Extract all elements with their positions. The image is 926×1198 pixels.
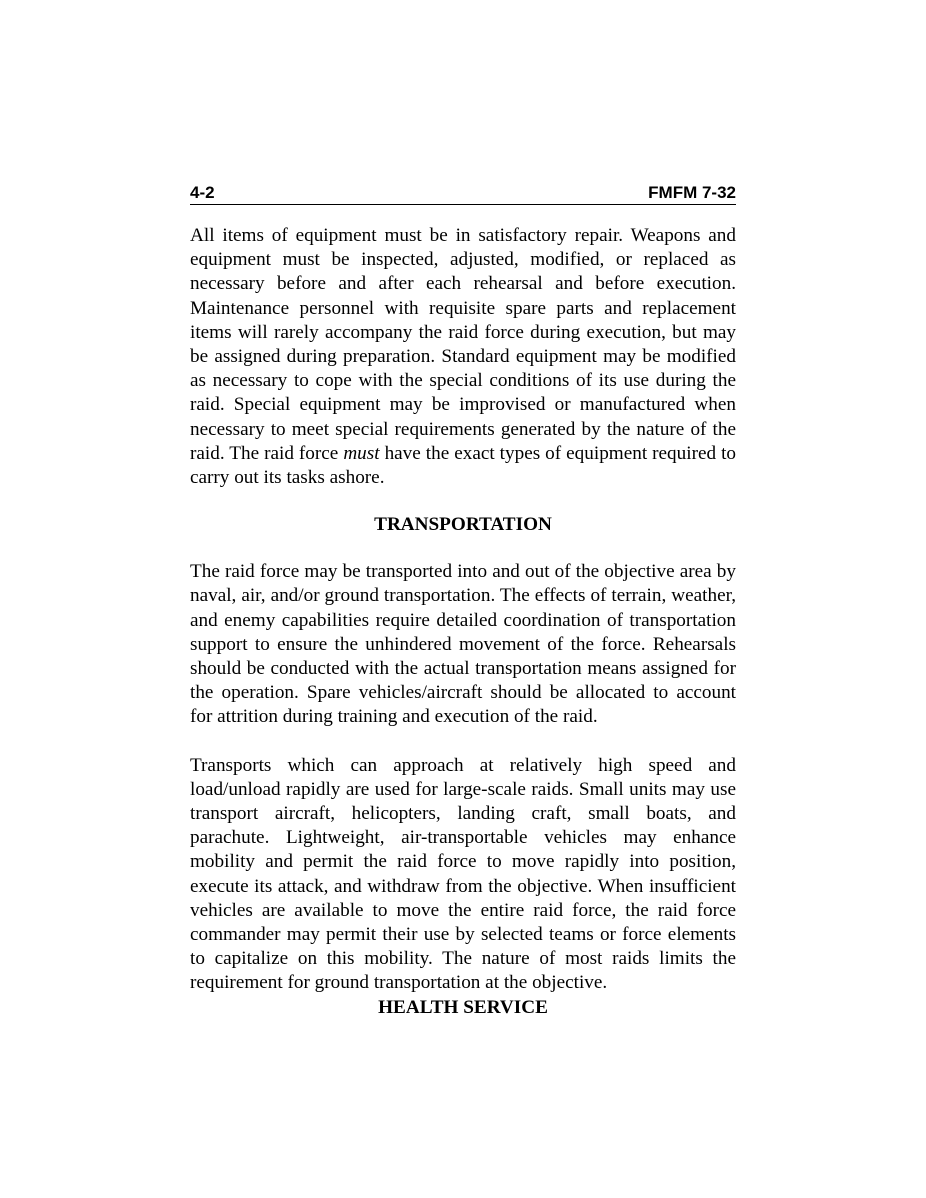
document-id: FMFM 7-32 [648, 183, 736, 202]
transportation-paragraph-2: Transports which can approach at relatively high speed and load/unload rapidly are used for large-scale raids. Small units may use transport aircraft, helicopters, landing craft, small boats, and parachute. Lightweight, air-transportable vehicles may enhance mobility and permit the raid force to move rapidly into position, execute its attack, and withdraw from the objective. When insufficient vehicles are available to move the entire raid force, the raid force commander may permit their use by selected teams or force elements to capitalize on this mobility. The nature of most raids limits the requirement for ground transportation at the objective. [190, 754, 736, 994]
page-number: 4-2 [190, 183, 215, 202]
equipment-paragraph-text: All items of equipment must be in satisfactory repair. Weapons and equipment must be inspected, adjusted, modified, or replaced as necessary before and after each rehearsal and before execution. Maintenance personnel with requisite spare parts and replacement items will rarely accompany the raid force during execution, but may be assigned during preparation. Standard equipment may be modified as necessary to cope with the special conditions of its use during the raid. Special equipment may be improvised or manufactured when necessary to meet special requirements generated by the nature of the raid. The raid force [190, 225, 736, 464]
transportation-heading: TRANSPORTATION [374, 514, 552, 536]
emphasis-must: must [343, 442, 380, 464]
equipment-paragraph [190, 224, 736, 490]
equipment-paragraph-text-end: have the exact types of equipment required to carry out its tasks ashore. [190, 442, 736, 489]
document-page [190, 180, 736, 1020]
health-service-heading: HEALTH SERVICE [378, 996, 548, 1018]
transportation-paragraph-1: The raid force may be transported into and out of the objective area by naval, air, and/or ground transportation. The effects of terrain, weather, and enemy capabilities require detailed coordination of transportation support to ensure the unhindered movement of the force. Rehearsals should be conducted with the actual transportation means assigned for the operation. Spare vehicles/aircraft should be allocated to account for attrition during training and execution of the raid. [190, 561, 736, 728]
running-header [190, 180, 736, 205]
